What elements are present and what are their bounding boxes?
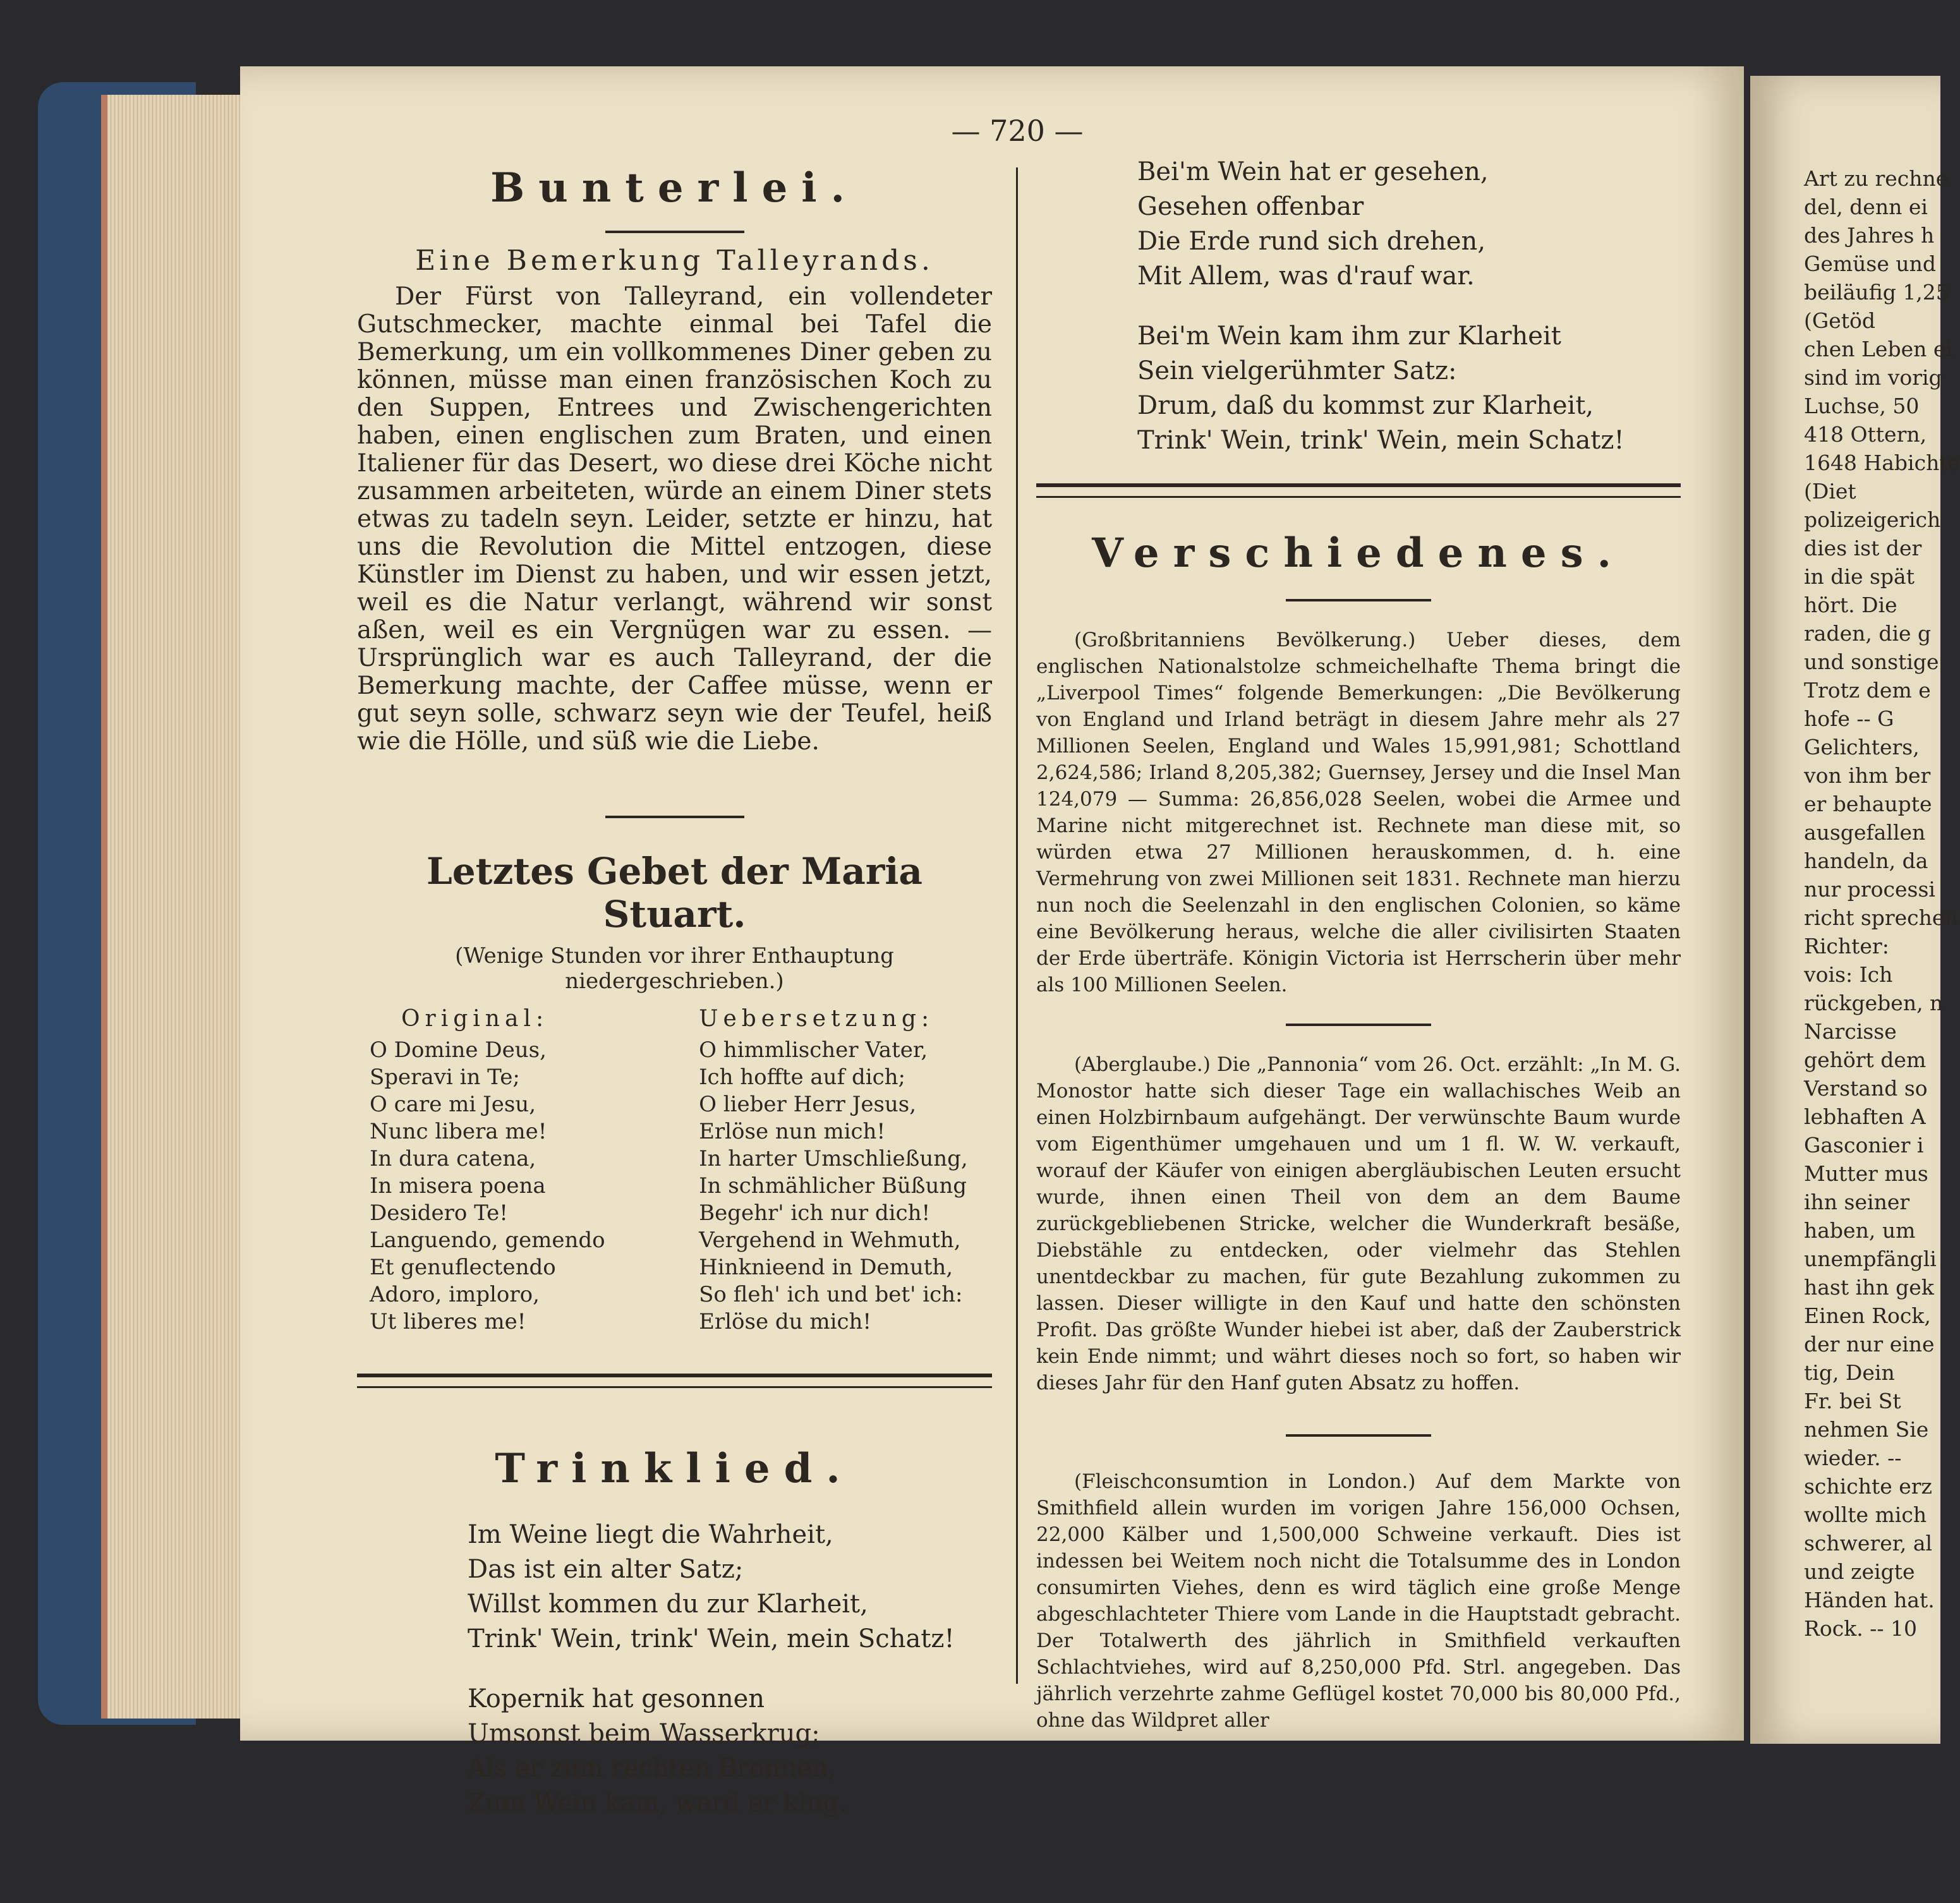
text-line: tig, Dein	[1804, 1360, 1895, 1385]
news-item: (Fleischconsumtion in London.) Auf dem Markte von Smithfield allein wurden im vorigen Jahre 156,000 Ochsen, 22,000 Kälber und 1,500,000 Schweine verkauft. Dies ist indessen bei Weitem noch nicht die Totalsumme des in London consumirten Viehes, denn es wird täglich eine große Menge abgeschlachteter Thiere vom Lande in die Hauptstadt gebracht. Der Totalwerth des jährlich in Smithfield verkauften Schlachtviehes, wird auf 8,250,000 Pfd. Strl. angegeben. Das jährlich verzehrte zahme Geflügel kostet 70,000 bis 80,000 Pfd., ohne das Wildpret aller	[1036, 1470, 1681, 1732]
verse-line: Das ist ein alter Satz;	[468, 1555, 744, 1584]
section-title-trinklied: Trinklied.	[495, 1445, 854, 1492]
article-title: Eine Bemerkung Talleyrands.	[415, 245, 934, 277]
text-line: nur processi	[1804, 877, 1935, 902]
verse-line: Umsonst beim Wasserkrug;	[468, 1719, 820, 1748]
facing-page-text	[1750, 76, 1960, 1643]
original-column	[370, 1005, 650, 1336]
text-line: Ich hoffte auf dich;	[699, 1065, 905, 1090]
rule	[605, 231, 744, 233]
text-line: Gelichters,	[1804, 735, 1920, 759]
verse-line: Trink' Wein, trink' Wein, mein Schatz!	[468, 1624, 955, 1653]
verse-line: Trink' Wein, trink' Wein, mein Schatz!	[1137, 426, 1624, 455]
text-line: gehört dem	[1804, 1048, 1927, 1072]
column-heading: Original:	[401, 1006, 549, 1032]
text-line: haben, um	[1804, 1218, 1916, 1243]
article-text: Der Fürst von Talleyrand, ein vollendeter Gutschmecker, machte einmal bei Tafel die Bemerkung, um ein vollkommenes Diner geben zu können, müsse man einen französischen Koch zu den Suppen, Entrees und Zwischengerichten haben, einen englischen zum Braten, und einen Italiener für das Desert, wo diese drei Köche nicht zusammen arbeiteten, würde an einem Diner stets etwas zu tadeln seyn. Leider, setzte er hinzu, hat uns die Revolution die Mittel entzogen, diese Künstler im Dienst zu haben, und wir essen jetzt, weil es die Natur verlangt, während wir sonst aßen, weil es ein Vergnügen war zu essen. — Ursprünglich war es auch Talleyrand, der die Bemerkung machte, der Caffee müsse, wenn er gut seyn solle, schwarz seyn wie der Teufel, heiß wie die Hölle, und süß wie die Liebe.	[357, 282, 992, 756]
text-line: O himmlischer Vater,	[699, 1037, 928, 1063]
stanza	[1137, 155, 1681, 294]
text-line: Et genuflectendo	[370, 1255, 556, 1280]
text-line: Verstand so	[1804, 1076, 1928, 1101]
page-edges	[101, 95, 259, 1719]
text-line: raden, die g	[1804, 621, 1932, 646]
text-line: Einen Rock,	[1804, 1303, 1931, 1328]
text-line: Mutter mus	[1804, 1161, 1928, 1186]
text-line: Trotz dem e	[1804, 678, 1931, 703]
text-line: wieder. --	[1804, 1446, 1902, 1470]
text-line: hast ihn gek	[1804, 1275, 1934, 1300]
text-line: Nunc libera me!	[370, 1119, 547, 1144]
text-line: So fleh' ich und bet' ich:	[699, 1282, 963, 1307]
text-line: O Domine Deus,	[370, 1037, 547, 1063]
original-lines	[370, 1037, 650, 1336]
rule	[1286, 1434, 1431, 1437]
double-rule	[1036, 483, 1681, 498]
text-line: und zeigte	[1804, 1559, 1915, 1584]
text-line: Vergehend in Wehmuth,	[699, 1228, 961, 1253]
text-line: chen Leben ei	[1804, 337, 1952, 361]
facing-page	[1750, 76, 1960, 1744]
double-rule	[357, 1374, 992, 1388]
left-column	[357, 164, 992, 1846]
rule	[605, 816, 744, 818]
text-line: handeln, da	[1804, 849, 1928, 873]
right-column	[1036, 155, 1681, 1734]
verse-line: Drum, daß du kommst zur Klarheit,	[1137, 391, 1594, 420]
rule	[1286, 599, 1431, 601]
text-line: Art zu rechne	[1804, 166, 1949, 191]
text-line: wollte mich	[1804, 1502, 1927, 1527]
text-line: der nur eine	[1804, 1332, 1935, 1356]
text-line: rückgeben, n	[1804, 991, 1944, 1015]
poem-continued	[1036, 155, 1681, 458]
stanza	[468, 1682, 992, 1821]
verse-line: Bei'm Wein kam ihm zur Klarheit	[1137, 322, 1561, 351]
text-line: ihn seiner	[1804, 1190, 1910, 1214]
text-line: In schmählicher Büßung	[699, 1173, 967, 1199]
poem	[357, 1518, 992, 1821]
text-line: und sonstige	[1804, 649, 1939, 674]
article-title: Letztes Gebet der Maria Stuart.	[426, 850, 923, 936]
text-line: Luchse, 50	[1804, 394, 1920, 418]
text-line: (Getöd	[1804, 308, 1876, 333]
text-line: Fr. bei St	[1804, 1389, 1901, 1413]
text-line: hört. Die	[1804, 593, 1897, 617]
text-line: Speravi in Te;	[370, 1065, 520, 1090]
text-line: Erlöse nun mich!	[699, 1119, 886, 1144]
verse-line: Im Weine liegt die Wahrheit,	[468, 1520, 833, 1549]
text-line: Ut liberes me!	[370, 1309, 526, 1334]
text-line: schwerer, al	[1804, 1531, 1933, 1556]
text-line: Rock. -- 10	[1804, 1616, 1917, 1641]
text-line: Narcisse	[1804, 1019, 1897, 1044]
verse-line: Zum Wein kam, ward er klug.	[468, 1789, 847, 1818]
text-line: Hinknieend in Demuth,	[699, 1255, 953, 1280]
translation-column	[699, 1005, 979, 1336]
text-line: beiläufig 1,25	[1804, 280, 1949, 305]
text-line: er behaupte	[1804, 792, 1932, 816]
text-line: polizeigerich	[1804, 507, 1941, 532]
verse-line: Gesehen offenbar	[1137, 192, 1364, 221]
verse-line: Sein vielgerühmter Satz:	[1137, 356, 1457, 385]
verse-line: Die Erde rund sich drehen,	[1137, 227, 1486, 256]
text-line: (Diet	[1804, 479, 1856, 504]
text-line: vois: Ich	[1804, 962, 1893, 987]
text-line: unempfängli	[1804, 1247, 1937, 1271]
text-line: Begehr' ich nur dich!	[699, 1200, 931, 1226]
text-line: Händen hat.	[1804, 1588, 1935, 1612]
verse-line: Kopernik hat gesonnen	[468, 1684, 765, 1713]
text-line: del, denn ei	[1804, 195, 1928, 219]
text-line: Languendo, gemendo	[370, 1228, 605, 1253]
text-line: des Jahres h	[1804, 223, 1935, 248]
text-line: 418 Ottern,	[1804, 422, 1927, 447]
text-line: von ihm ber	[1804, 763, 1931, 788]
column-divider	[1016, 167, 1018, 1684]
text-line: nehmen Sie	[1804, 1417, 1929, 1442]
text-line: In misera poena	[370, 1173, 546, 1199]
text-line: Gemüse und	[1804, 251, 1937, 276]
news-item: (Aberglaube.) Die „Pannonia“ vom 26. Oct. erzählt: „In M. G. Monostor hatte sich dieser Tage ein wallachisches Weib an einen Holzbirnbaum aufgehängt. Der verwünschte Baum wurde vom Eigenthümer umgehauen und um 1 fl. W. W. verkauft, worauf der Käufer von einigen abergläubischen Leuten ersucht wurde, ihnen einen Theil von dem an dem Baume zurückgebliebenen Stricke, welcher die Wunderkraft besäße, Diebstähle zu entdecken, oder vielmehr das Stehlen unentdeckbar zu machen, für gute Bezahlung zukommen zu lassen. Dieser willigte in den Kauf und hatte den schönsten Profit. Das größte Wunder hiebei ist aber, daß der Zauberstrick kein Ende nimmt; und währt dieses noch so fort, so haben wir dieses Jahr für den Hanf guten Absatz zu hoffen.	[1036, 1053, 1681, 1394]
section-title-bunterlei: Bunterlei.	[490, 164, 859, 212]
stanza	[468, 1518, 992, 1657]
text-line: in die spät	[1804, 564, 1915, 589]
text-line: Erlöse du mich!	[699, 1309, 872, 1334]
verse-line: Willst kommen du zur Klarheit,	[468, 1590, 868, 1619]
text-line: dies ist der	[1804, 536, 1922, 560]
text-line: lebhaften A	[1804, 1104, 1926, 1129]
article-note: (Wenige Stunden vor ihrer Enthauptung niedergeschrieben.)	[455, 943, 894, 994]
news-item: (Großbritanniens Bevölkerung.) Ueber dieses, dem englischen Nationalstolze schmeichelhafte Thema bringt die „Liverpool Times“ folgende Bemerkungen: „Die Bevölkerung von England und Irland beträgt in diesem Jahre mehr als 27 Millionen Seelen, England und Wales 15,991,981; Schottland 2,624,586; Irland 8,205,382; Guernsey, Jersey und die Insel Man 124,079 — Summa: 26,856,028 Seelen, wobei die Armee und Marine nicht mitgerechnet ist. Rechnete man diese mit, so würden etwa 27 Millionen herauskommen, d. h. eine Vermehrung von zwei Millionen seit 1831. Rechnete man hierzu nun noch die Seelenzahl in den englischen Colonien, so käme eine Bevölkerung heraus, welche die aller civilisirten Staaten der Erde überträfe. Königin Victoria ist Herrscherin über mehr als 100 Millionen Seelen.	[1036, 629, 1681, 996]
text-line: In dura catena,	[370, 1146, 536, 1171]
text-line: Desidero Te!	[370, 1200, 508, 1226]
verse-line: Als er zum rechten Bronnen,	[468, 1754, 837, 1783]
section-title-verschiedenes: Verschiedenes.	[1092, 529, 1625, 577]
text-line: In harter Umschließung,	[699, 1146, 968, 1171]
text-line: Richter:	[1804, 934, 1889, 958]
text-line: hofe -- G	[1804, 706, 1894, 731]
prayer-table	[357, 1005, 992, 1336]
text-line: richt sprechen	[1804, 905, 1958, 930]
verse-line: Bei'm Wein hat er gesehen,	[1137, 157, 1489, 186]
column-heading: Uebersetzung:	[699, 1006, 935, 1032]
text-line: Gasconier i	[1804, 1133, 1924, 1157]
text-line: ausgefallen	[1804, 820, 1926, 845]
text-line: sind im vorig	[1804, 365, 1942, 390]
text-line: 1648 Habichte	[1804, 450, 1960, 475]
rule	[1286, 1024, 1431, 1026]
translation-lines	[699, 1037, 979, 1336]
page-number: — 720 —	[951, 114, 1084, 148]
text-line: schichte erz	[1804, 1474, 1932, 1499]
stanza	[1137, 319, 1681, 458]
text-line: O lieber Herr Jesus,	[699, 1092, 917, 1117]
verse-line: Mit Allem, was d'rauf war.	[1137, 262, 1475, 291]
text-line: Adoro, imploro,	[370, 1282, 540, 1307]
text-line: O care mi Jesu,	[370, 1092, 536, 1117]
